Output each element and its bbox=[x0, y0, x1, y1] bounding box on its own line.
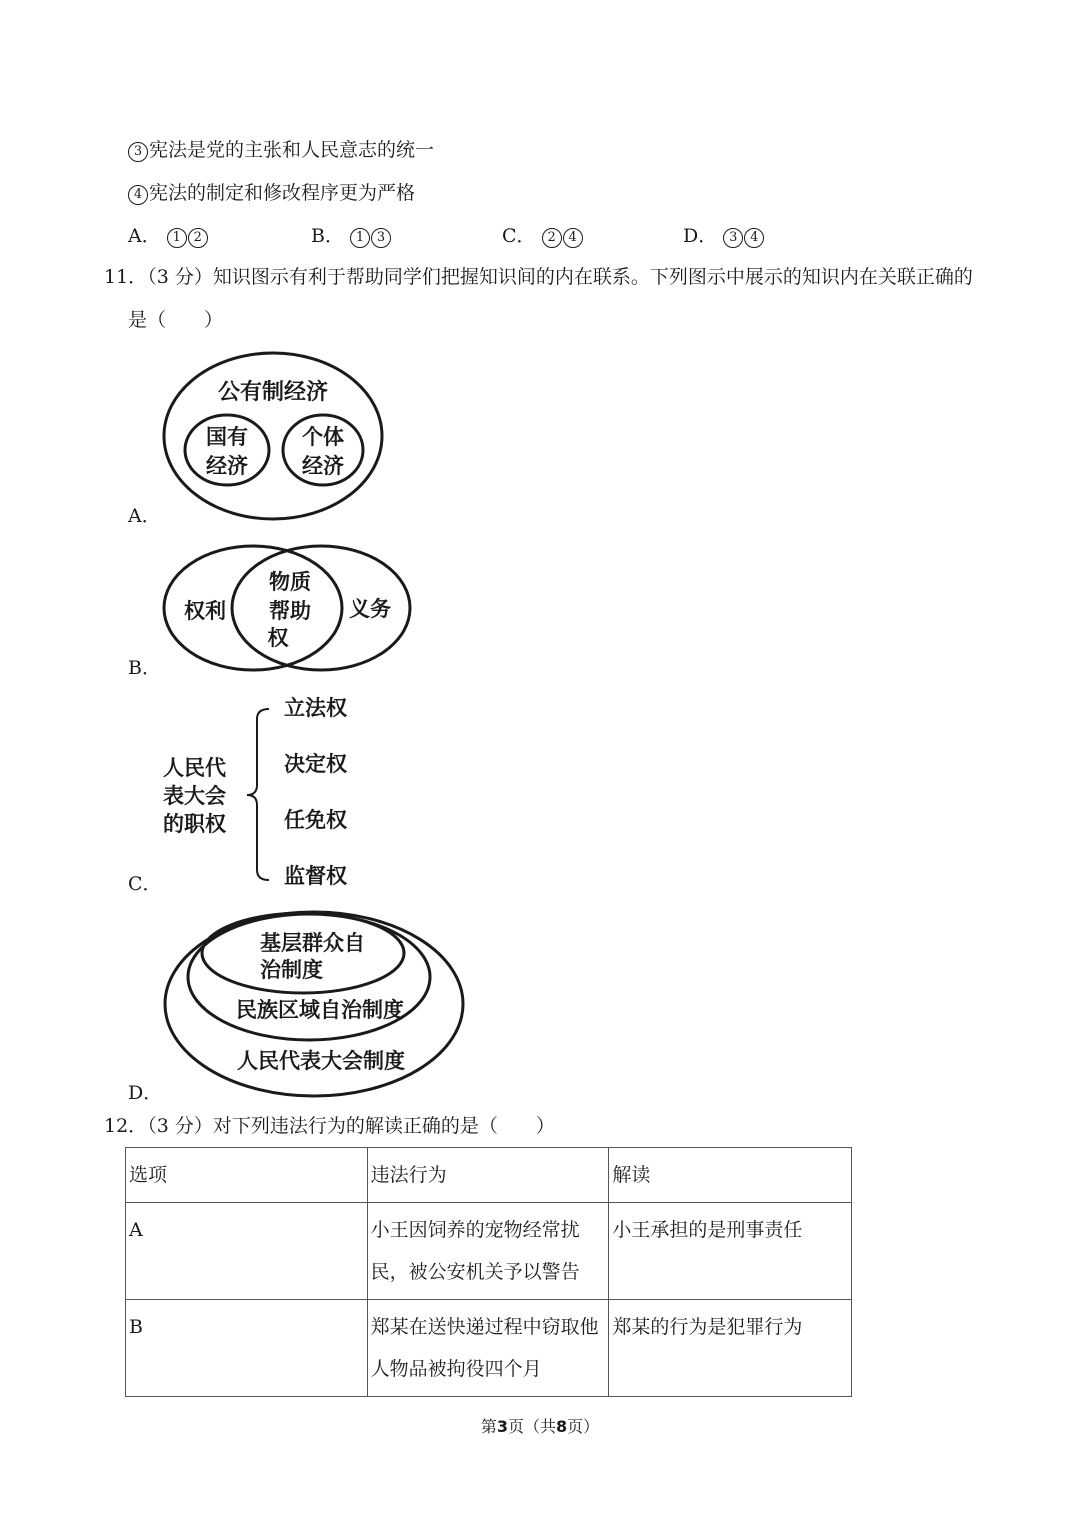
diagram-label: 经济 bbox=[302, 454, 344, 478]
diagram-label: 帮助 bbox=[269, 599, 311, 623]
table-cell-option: A bbox=[126, 1203, 368, 1300]
diagram-label: 任免权 bbox=[284, 808, 347, 832]
q10-item-3: 3 宪法是党的主张和人民意志的统一 bbox=[128, 136, 434, 164]
q11-option-d-label: D． bbox=[128, 1082, 163, 1104]
circled-number: 2 bbox=[542, 228, 562, 248]
diagram-label: 义务 bbox=[349, 597, 391, 621]
diagram-label: 个体 bbox=[302, 425, 344, 449]
circled-number: 4 bbox=[744, 228, 764, 248]
q11-stem-line1: 11．（3 分）知识图示有利于帮助同学们把握知识间的内在联系。下列图示中展示的知识内在关联正确的 bbox=[104, 266, 973, 288]
table-cell-reading: 小王承担的是刑事责任 bbox=[609, 1203, 852, 1300]
q12-stem: 12．（3 分）对下列违法行为的解读正确的是（ ） bbox=[104, 1115, 555, 1137]
circled-number: 2 bbox=[188, 228, 208, 248]
q11-diagram-d bbox=[160, 905, 470, 1105]
q11-stem-line2: 是（ ） bbox=[128, 309, 224, 331]
table-cell-act: 郑某在送快递过程中窃取他 人物品被拘役四个月 bbox=[367, 1300, 609, 1397]
diagram-label: 监督权 bbox=[284, 864, 347, 888]
q11-diagram-c bbox=[160, 688, 360, 893]
q11-option-a-label: A． bbox=[128, 505, 161, 527]
circled-number: 3 bbox=[723, 228, 743, 248]
q10-option-c: C． 2 4 bbox=[502, 222, 584, 250]
diagram-label: 人民代表大会制度 bbox=[237, 1049, 405, 1073]
circled-number: 3 bbox=[371, 228, 391, 248]
table-header-cell: 违法行为 bbox=[367, 1148, 609, 1203]
table-cell-act: 小王因饲养的宠物经常扰 民，被公安机关予以警告 bbox=[367, 1203, 609, 1300]
page-footer: 第3页（共8页） bbox=[480, 1417, 600, 1436]
circled-number: 1 bbox=[167, 228, 187, 248]
table-row bbox=[126, 1203, 852, 1300]
q10-item-4: 4 宪法的制定和修改程序更为严格 bbox=[128, 179, 415, 207]
diagram-label: 国有 bbox=[206, 425, 248, 449]
diagram-label: 基层群众自 bbox=[260, 931, 365, 955]
diagram-label: 物质 bbox=[269, 570, 311, 594]
diagram-label: 决定权 bbox=[284, 752, 347, 776]
total-pages: 8 bbox=[556, 1417, 568, 1436]
q11-diagram-b bbox=[160, 540, 415, 675]
outer-ellipse bbox=[164, 353, 382, 519]
diagram-label: 立法权 bbox=[284, 696, 347, 720]
diagram-label: 权利 bbox=[184, 599, 226, 623]
q10-option-a: A． 1 2 bbox=[128, 222, 209, 250]
q11-option-b-label: B． bbox=[128, 657, 161, 679]
diagram-label: 治制度 bbox=[260, 958, 323, 982]
table-cell-option: B bbox=[126, 1300, 368, 1397]
q12-table bbox=[125, 1147, 852, 1397]
q11-option-c-label: C． bbox=[128, 873, 162, 895]
page-number: 3 bbox=[496, 1417, 508, 1436]
table-cell-reading: 郑某的行为是犯罪行为 bbox=[609, 1300, 852, 1397]
table-header-cell: 选项 bbox=[126, 1148, 368, 1203]
q11-diagram-a bbox=[160, 350, 390, 525]
circled-number: 3 bbox=[128, 142, 148, 162]
q10-option-b: B． 1 3 bbox=[311, 222, 392, 250]
table-row bbox=[126, 1300, 852, 1397]
circled-number: 1 bbox=[350, 228, 370, 248]
circled-number: 4 bbox=[128, 185, 148, 205]
circled-number: 4 bbox=[563, 228, 583, 248]
diagram-label: 人民代 bbox=[163, 756, 226, 780]
diagram-label: 权 bbox=[267, 626, 289, 650]
table-header-cell: 解读 bbox=[609, 1148, 852, 1203]
diagram-label: 表大会 bbox=[163, 784, 226, 808]
q10-option-d: D． 3 4 bbox=[683, 222, 765, 250]
diagram-label: 经济 bbox=[206, 454, 248, 478]
diagram-label: 民族区域自治制度 bbox=[236, 998, 404, 1022]
diagram-label: 公有制经济 bbox=[217, 380, 329, 405]
table-header-row bbox=[126, 1148, 852, 1203]
brace bbox=[247, 709, 269, 880]
diagram-label: 的职权 bbox=[163, 812, 226, 836]
